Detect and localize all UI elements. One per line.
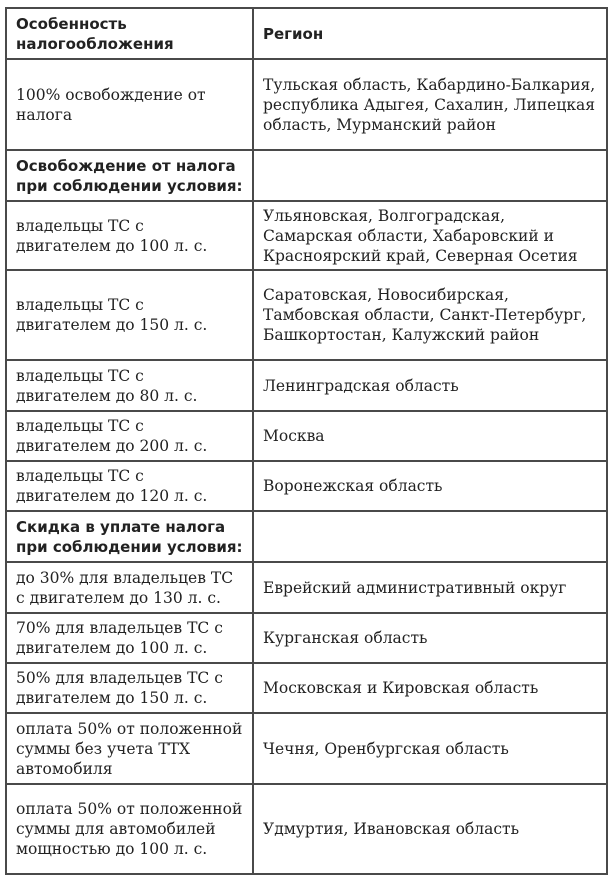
region-cell xyxy=(253,511,607,562)
region-cell xyxy=(253,150,607,201)
region-cell: Удмуртия, Ивановская область xyxy=(253,784,607,874)
feature-cell: 50% для владельцев ТС с двигателем до 150 л. с. xyxy=(6,663,253,713)
feature-cell: владельцы ТС с двигателем до 120 л. с. xyxy=(6,461,253,511)
region-cell: Воронежская область xyxy=(253,461,607,511)
table-body xyxy=(6,8,607,874)
table-row xyxy=(6,360,607,411)
table-row xyxy=(6,784,607,874)
table-row xyxy=(6,713,607,784)
table-row xyxy=(6,562,607,613)
feature-cell: оплата 50% от положенной суммы без учета ТТХ автомобиля xyxy=(6,713,253,784)
feature-cell: владельцы ТС с двигателем до 200 л. с. xyxy=(6,411,253,461)
feature-cell: оплата 50% от положенной суммы для автомобилей мощностью до 100 л. с. xyxy=(6,784,253,874)
region-cell: Московская и Кировская область xyxy=(253,663,607,713)
region-cell: Саратовская, Новосибирская, Тамбовская области, Санкт-Петербург, Башкортостан, Калужский район xyxy=(253,270,607,360)
table-header-row xyxy=(6,8,607,59)
header-feature: Особенность налогообложения xyxy=(6,8,253,59)
region-cell: Чечня, Оренбургская область xyxy=(253,713,607,784)
section-title-cell: Скидка в уплате налога при соблюдении условия: xyxy=(6,511,253,562)
table-row xyxy=(6,270,607,360)
feature-cell: владельцы ТС с двигателем до 80 л. с. xyxy=(6,360,253,411)
table-row xyxy=(6,201,607,270)
region-cell: Тульская область, Кабардино-Балкария, республика Адыгея, Сахалин, Липецкая область, Мурманский район xyxy=(253,59,607,150)
region-cell: Ульяновская, Волгоградская, Самарская области, Хабаровский и Красноярский край, Северная Осетия xyxy=(253,201,607,270)
region-cell: Еврейский административный округ xyxy=(253,562,607,613)
table-row xyxy=(6,663,607,713)
region-cell: Москва xyxy=(253,411,607,461)
region-cell: Ленинградская область xyxy=(253,360,607,411)
header-region: Регион xyxy=(253,8,607,59)
tax-benefits-table xyxy=(5,7,608,875)
section-header-row xyxy=(6,150,607,201)
feature-cell: 70% для владельцев ТС с двигателем до 100 л. с. xyxy=(6,613,253,663)
region-cell: Курганская область xyxy=(253,613,607,663)
feature-cell: до 30% для владельцев ТС с двигателем до 130 л. с. xyxy=(6,562,253,613)
table-row xyxy=(6,59,607,150)
table-row xyxy=(6,411,607,461)
feature-cell: владельцы ТС с двигателем до 150 л. с. xyxy=(6,270,253,360)
section-header-row xyxy=(6,511,607,562)
feature-cell: владельцы ТС с двигателем до 100 л. с. xyxy=(6,201,253,270)
table-row xyxy=(6,461,607,511)
section-title-cell: Освобождение от налога при соблюдении условия: xyxy=(6,150,253,201)
table-row xyxy=(6,613,607,663)
feature-cell: 100% освобождение от налога xyxy=(6,59,253,150)
